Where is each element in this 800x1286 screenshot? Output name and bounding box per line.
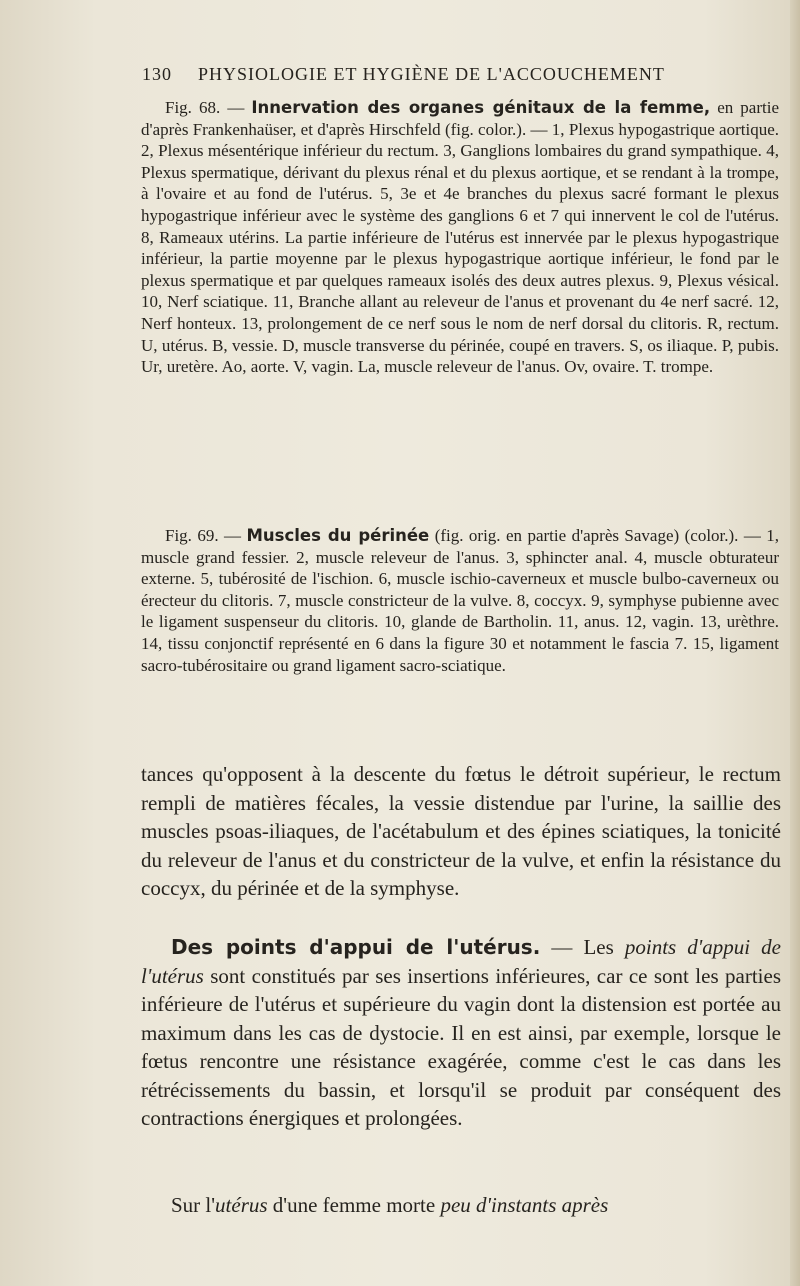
figure-68-caption [141, 97, 779, 378]
figure-68-label: Fig. 68. — [165, 98, 245, 117]
figure-68-title: Innervation des organes génitaux de la femme, [251, 98, 711, 117]
italic-term: points d'appui de l'utérus [141, 935, 781, 988]
paragraph-uterus-femme-morte [141, 1191, 781, 1220]
section-heading: Des points d'appui de l'utérus. [171, 935, 541, 959]
section-dash: — Les [540, 935, 625, 959]
page-number: 130 [142, 64, 172, 84]
para3-italic-1: utérus [215, 1193, 268, 1217]
figure-68-text: en partie d'après Frankenhaüser, et d'après Hirschfeld (fig. color.). — 1, Plexus hypogastrique aortique. 2, Plexus mésentérique inférieur du rectum. 3, Ganglions lombaires du grand sympathique. 4, Plexus spermatique, dérivant du plexus rénal et du plexus aortique, et se rendant à la trompe, à l'ovaire et au fond de l'utérus. 5, 3e et 4e branches du plexus sacré formant le plexus hypogastrique inférieur avec le système des ganglions 6 et 7 qui innervent le col de l'utérus. 8, Rameaux utérins. La partie inférieure de l'utérus est innervée par le plexus hypogastrique inférieur, la partie moyenne par le plexus hypogastrique aortique inférieur, le fond par le plexus spermatique et par quelques rameaux isolés des deux autres plexus. 9, Plexus vésical. 10, Nerf sciatique. 11, Branche allant au releveur de l'anus et provenant du 4e nerf sacré. 12, Nerf honteux. 13, prolongement de ce nerf sous le nom de nerf dorsal du clitoris. R, rectum. U, utérus. B, vessie. D, muscle transverse du périnée, coupé en travers. S, os iliaque. P, pubis. Ur, uretère. Ao, aorte. V, vagin. La, muscle releveur de l'anus. Ov, ovaire. T. trompe. [141, 98, 780, 377]
running-header [142, 64, 782, 85]
para3-middle: d'une femme morte [267, 1193, 441, 1217]
paragraph-continuation [141, 760, 781, 903]
paragraph-continuation-text: tances qu'opposent à la descente du fœtus le détroit supérieur, le rectum rempli de matières fécales, la vessie distendue par l'urine, la saillie des muscles psoas-iliaques, de l'acétabulum et des épines sciatiques, la tonicité du releveur de l'anus et du constricteur de la vulve, et enfin la résistance du coccyx, du périnée et de la symphyse. [141, 762, 781, 900]
figure-69-title: Muscles du périnée [246, 526, 430, 545]
para3-italic-2: peu d'instants après [440, 1193, 609, 1217]
paragraph-points-appui [141, 933, 781, 1133]
figure-69-caption [141, 525, 779, 676]
para3-start: Sur l' [171, 1193, 216, 1217]
paragraph-points-appui-text: sont constitués par ses insertions inférieures, car ce sont les parties inférieure de l'utérus et supérieure du vagin dont la distension est portée au maximum dans les cas de dystocie. Il en est ainsi, par exemple, lorsque le fœtus rencontre une résistance exagérée, comme c'est le cas dans les rétrécissements du bassin, et lorsqu'il se produit par conséquent des contractions énergiques et prolongées. [141, 963, 781, 1130]
running-title: PHYSIOLOGIE ET HYGIÈNE DE L'ACCOUCHEMENT [198, 64, 665, 84]
figure-69-text: (fig. orig. en partie d'après Savage) (color.). — 1, muscle grand fessier. 2, muscle releveur de l'anus. 3, sphincter anal. 4, muscle obturateur externe. 5, tubérosité de l'ischion. 6, muscle ischio-caverneux et muscle bulbo-caverneux ou érecteur du clitoris. 7, muscle constricteur de la vulve. 8, coccyx. 9, symphyse pubienne avec le ligament suspenseur du clitoris. 10, glande de Bartholin. 11, anus. 12, vagin. 13, urèthre. 14, tissu conjonctif représenté en 6 dans la figure 30 et notamment le fascia 7. 15, ligament sacro-tubérositaire ou grand ligament sacro-sciatique. [141, 526, 780, 675]
page-edge [790, 0, 800, 1286]
figure-69-label: Fig. 69. — [165, 526, 242, 545]
